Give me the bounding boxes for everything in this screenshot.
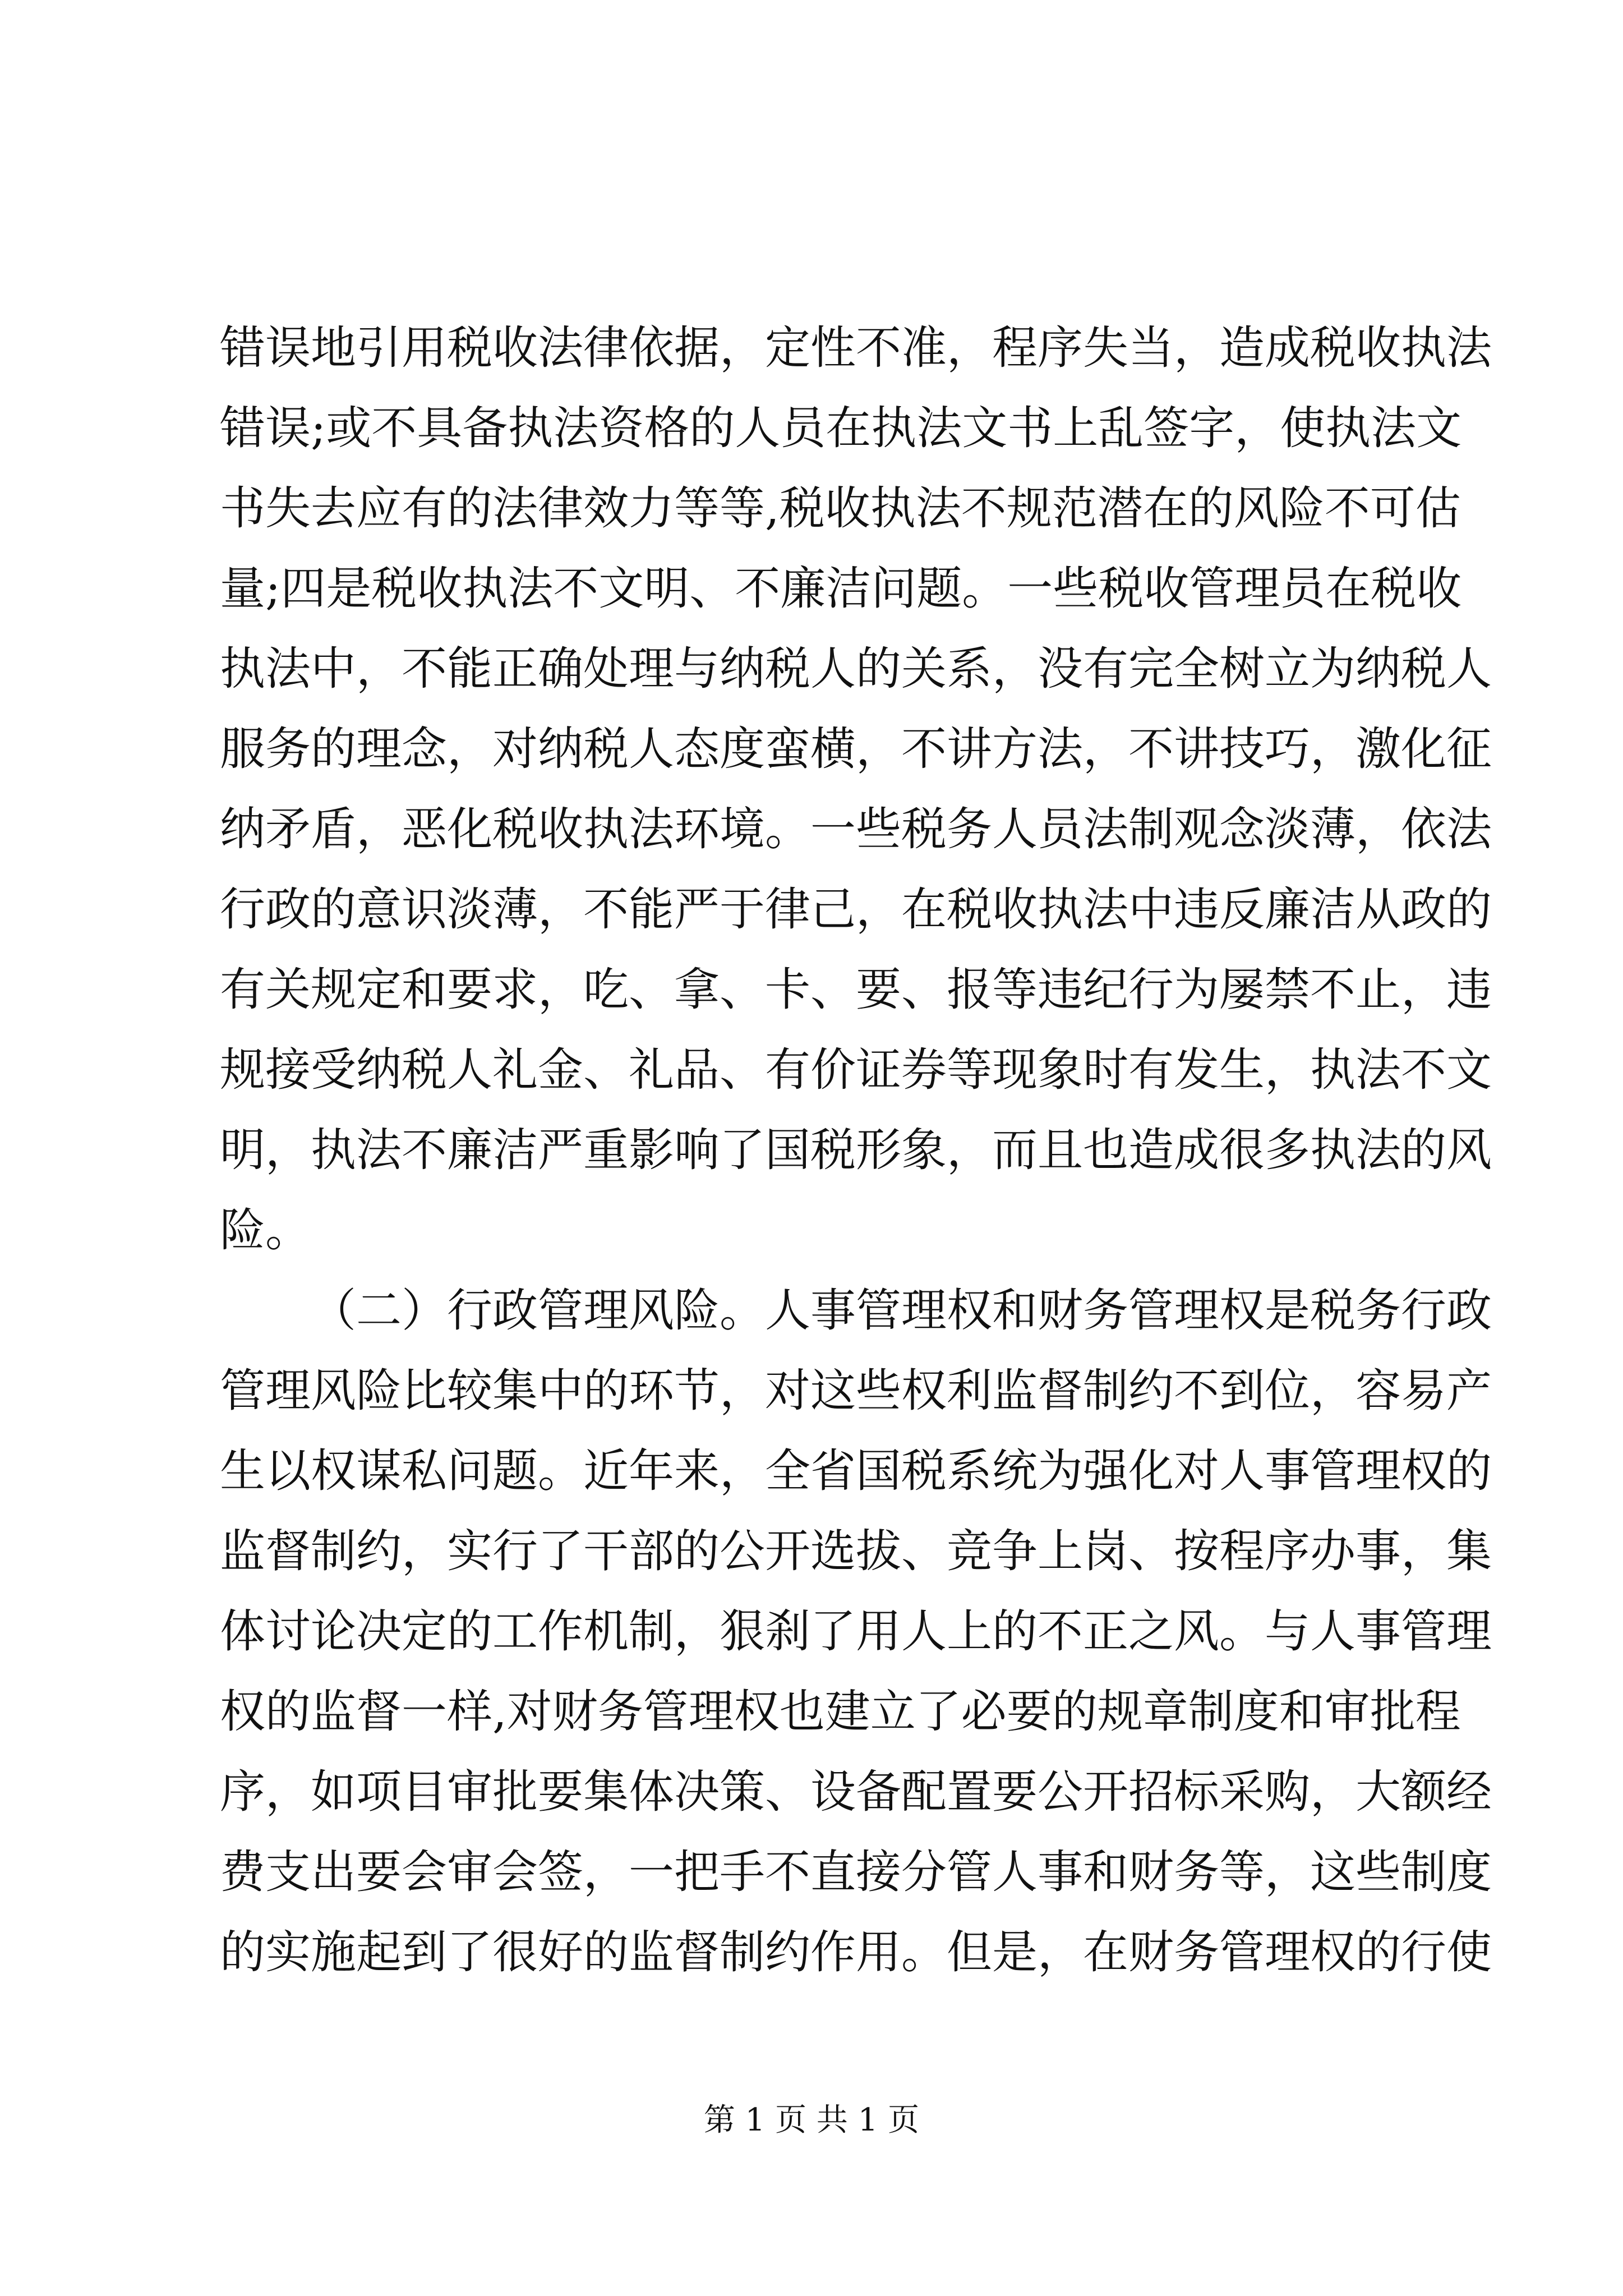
text-line: 权的监督一样,对财务管理权也建立了必要的规章制度和审批程 <box>220 1686 1461 1738</box>
text-line: 错误;或不具备执法资格的人员在执法文书上乱签字，使执法文 <box>220 402 1462 455</box>
text-line: 规接受纳税人礼金、礼品、有价证券等现象时有发生，执法不文 <box>220 1044 1492 1097</box>
text-line: 明，执法不廉洁严重影响了国税形象，而且也造成很多执法的风 <box>220 1124 1492 1177</box>
text-line: 量;四是税收执法不文明、不廉洁问题。一些税收管理员在税收 <box>220 563 1462 615</box>
text-line: 生以权谋私问题。近年来，全省国税系统为强化对人事管理权的 <box>220 1445 1492 1498</box>
text-line: 的实施起到了很好的监督制约作用。但是，在财务管理权的行使 <box>220 1926 1492 1979</box>
text-line: 有关规定和要求，吃、拿、卡、要、报等违纪行为屡禁不止，违 <box>220 964 1492 1016</box>
text-line: 服务的理念，对纳税人态度蛮横，不讲方法，不讲技巧，激化征 <box>220 723 1492 776</box>
text-line: 执法中，不能正确处理与纳税人的关系，没有完全树立为纳税人 <box>220 643 1492 696</box>
text-line: 错误地引用税收法律依据，定性不准，程序失当，造成税收执法 <box>220 322 1492 375</box>
body-text <box>220 309 1492 1993</box>
text-line: 书失去应有的法律效力等等,税收执法不规范潜在的风险不可估 <box>220 482 1461 535</box>
text-line: 纳矛盾，恶化税收执法环境。一些税务人员法制观念淡薄，依法 <box>220 803 1492 856</box>
text-line: 监督制约，实行了干部的公开选拔、竞争上岗、按程序办事，集 <box>220 1525 1492 1578</box>
page-footer: 第 1 页 共 1 页 <box>703 2102 920 2138</box>
section-heading-line: （二）行政管理风险。人事管理权和财务管理权是税务行政 <box>311 1285 1492 1337</box>
text-line: 体讨论决定的工作机制，狠刹了用人上的不正之风。与人事管理 <box>220 1605 1492 1658</box>
text-line: 行政的意识淡薄，不能严于律己，在税收执法中违反廉洁从政的 <box>220 884 1492 936</box>
text-line: 管理风险比较集中的环节，对这些权利监督制约不到位，容易产 <box>220 1365 1492 1418</box>
text-line: 费支出要会审会签，一把手不直接分管人事和财务等，这些制度 <box>220 1846 1492 1899</box>
text-line: 险。 <box>220 1204 311 1257</box>
text-line: 序，如项目审批要集体决策、设备配置要公开招标采购，大额经 <box>220 1766 1492 1819</box>
